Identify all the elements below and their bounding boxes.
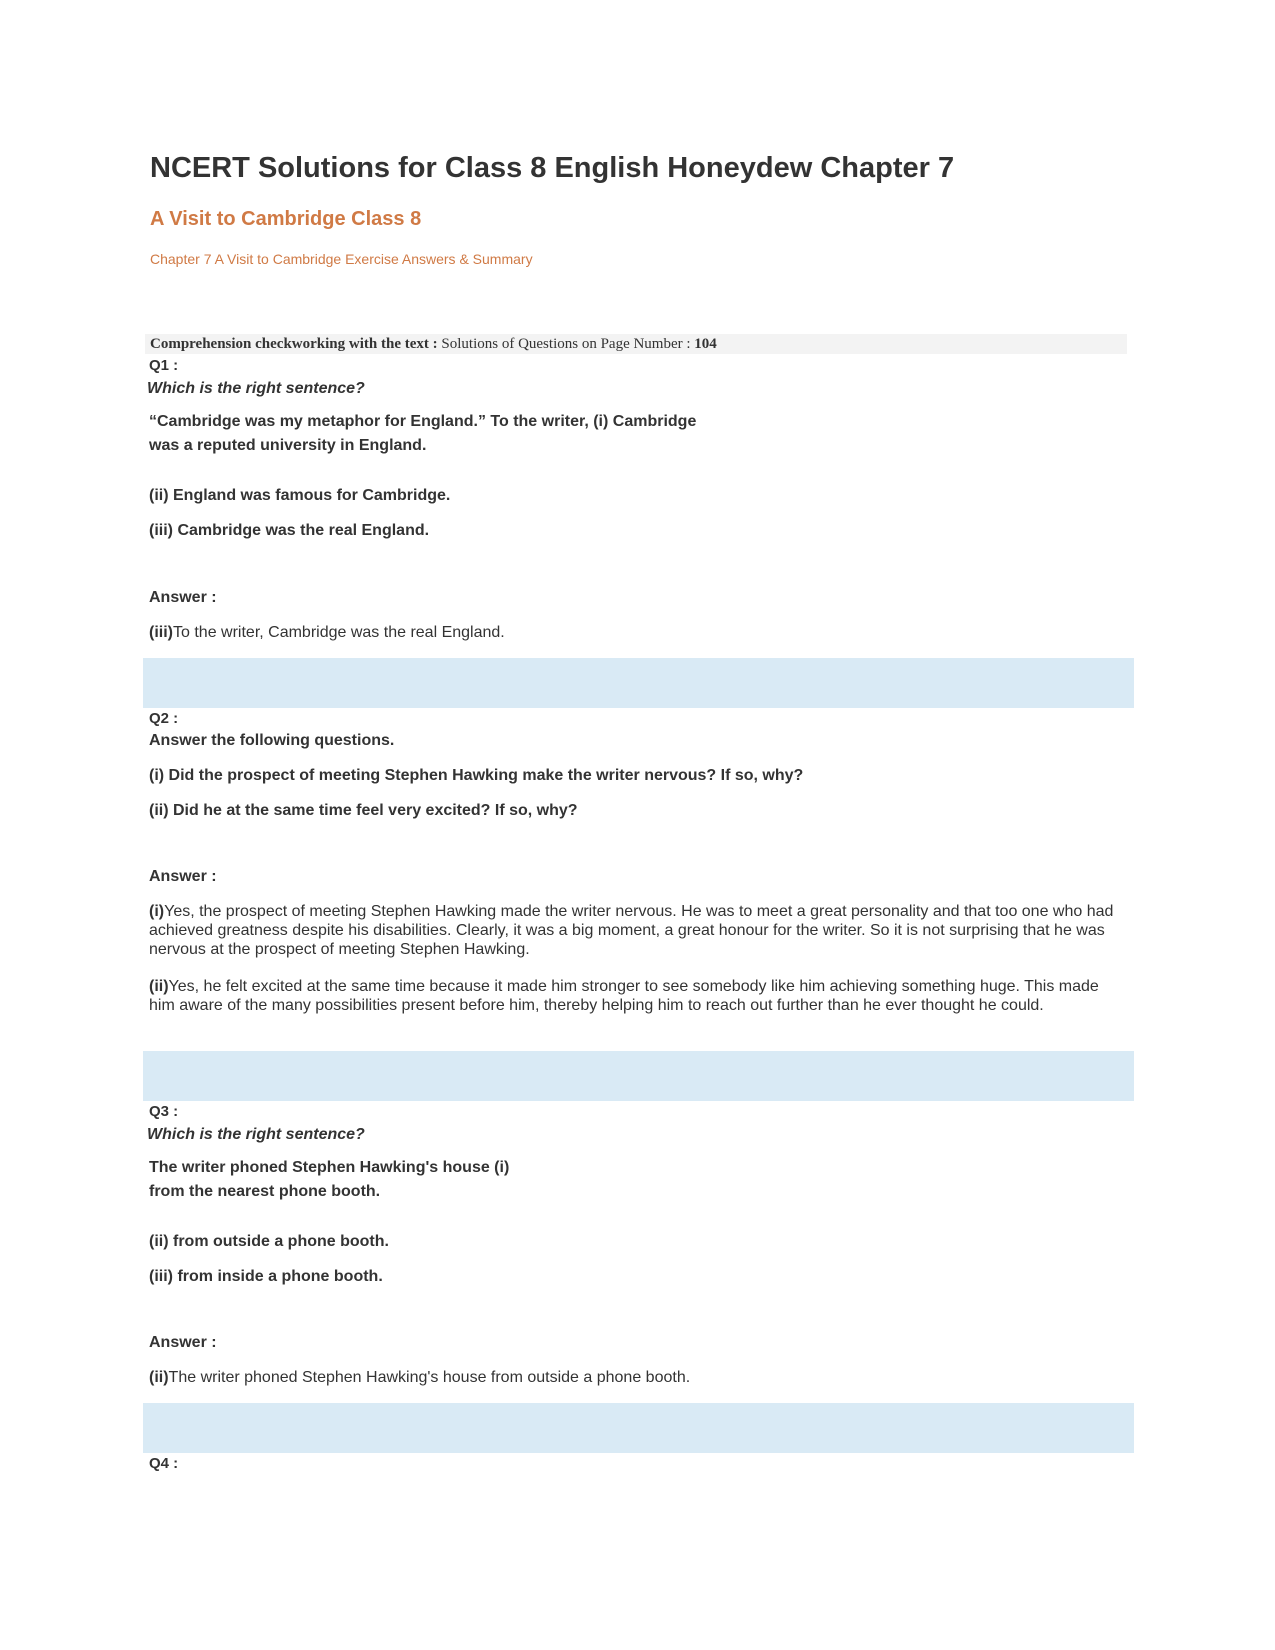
q1-prompt: Which is the right sentence? xyxy=(147,380,365,397)
page-tagline: Chapter 7 A Visit to Cambridge Exercise Answers & Summary xyxy=(150,251,533,267)
q2-part-i: (i) Did the prospect of meeting Stephen Hawking make the writer nervous? If so, why? xyxy=(149,767,804,784)
q2-answer-ii-marker: (ii) xyxy=(149,978,169,995)
q2-answer-ii-text: Yes, he felt excited at the same time because it made him stronger to see somebody like him achieving something huge. This made him aware of the many possibilities present before him, thereby helping him to reach out further than he ever thought he could. xyxy=(149,978,1099,1014)
q3-prompt: Which is the right sentence? xyxy=(147,1126,365,1143)
q1-answer-marker: (iii) xyxy=(149,624,173,641)
q1-label: Q1 : xyxy=(149,357,179,374)
q2-answer-ii xyxy=(149,977,1129,1015)
q3-stem-line1: The writer phoned Stephen Hawking's house (i) xyxy=(149,1159,510,1176)
q1-stem-line1: “Cambridge was my metaphor for England.” To the writer, (i) Cambridge xyxy=(149,413,697,430)
separator-bar xyxy=(143,658,1134,708)
q1-option-ii: (ii) England was famous for Cambridge. xyxy=(149,487,451,504)
q3-answer-marker: (ii) xyxy=(149,1369,169,1386)
q1-answer-label: Answer : xyxy=(149,589,217,606)
page-subtitle: A Visit to Cambridge Class 8 xyxy=(150,208,422,230)
section-page-number: 104 xyxy=(694,336,717,352)
q2-prompt: Answer the following questions. xyxy=(149,732,395,749)
page-title: NCERT Solutions for Class 8 English Honeydew Chapter 7 xyxy=(150,152,955,184)
q3-stem-line2: from the nearest phone booth. xyxy=(149,1183,381,1200)
q4-label: Q4 : xyxy=(149,1455,179,1472)
q2-label: Q2 : xyxy=(149,710,179,727)
q1-option-iii: (iii) Cambridge was the real England. xyxy=(149,522,430,539)
q1-stem-line2: was a reputed university in England. xyxy=(149,437,427,454)
q3-answer-text: The writer phoned Stephen Hawking's house from outside a phone booth. xyxy=(168,1369,691,1386)
q3-option-iii: (iii) from inside a phone booth. xyxy=(149,1268,383,1285)
q3-option-ii: (ii) from outside a phone booth. xyxy=(149,1233,389,1250)
q2-answer-i-text: Yes, the prospect of meeting Stephen Hawking made the writer nervous. He was to meet a great personality and that too one who had achieved greatness despite his disabilities. Clearly, it was a big moment, a great honour for the writer. So it is not surprising that he was nervous at the prospect of meeting Stephen Hawking. xyxy=(149,903,1114,958)
separator-bar xyxy=(143,1051,1134,1101)
q2-answer-label: Answer : xyxy=(149,868,217,885)
section-label: Comprehension checkworking with the text : xyxy=(150,336,438,352)
q3-answer-label: Answer : xyxy=(149,1334,217,1351)
q1-answer-text: To the writer, Cambridge was the real England. xyxy=(173,624,505,641)
q1-answer xyxy=(149,624,505,642)
q2-part-ii: (ii) Did he at the same time feel very excited? If so, why? xyxy=(149,802,578,819)
q3-answer xyxy=(149,1369,690,1387)
q2-answer-i-marker: (i) xyxy=(149,903,165,920)
q2-answer-i xyxy=(149,902,1129,959)
section-header xyxy=(145,334,1127,354)
q3-label: Q3 : xyxy=(149,1103,179,1120)
section-text: Solutions of Questions on Page Number : xyxy=(441,336,691,352)
separator-bar xyxy=(143,1403,1134,1453)
